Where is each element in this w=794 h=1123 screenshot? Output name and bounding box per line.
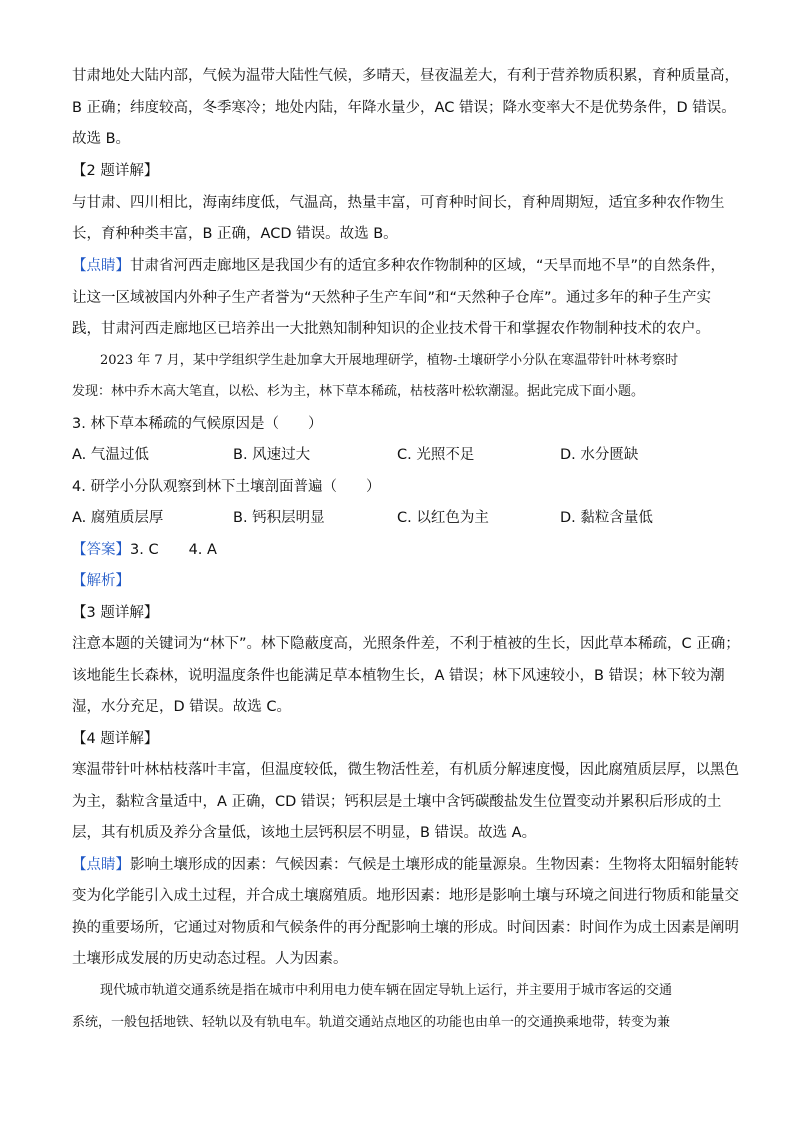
tip2-line-1 (72, 855, 739, 875)
analysis-tag: 【解析】 (72, 573, 130, 589)
q3-option-c: C. 光照不足 (397, 447, 475, 463)
q1-explain-line-1: 甘肃地处大陆内部，气候为温带大陆性气候，多晴天，昼夜温差大，有利于营养物质积累，育种质量高， (72, 68, 739, 84)
q4-option-d: D. 黏粒含量低 (560, 510, 653, 526)
tip-tag: 【点睛】 (72, 258, 130, 274)
q4-option-b: B. 钙积层明显 (233, 510, 325, 526)
q4-detail-line-1: 寒温带针叶林枯枝落叶丰富，但温度较低，微生物活性差，有机质分解速度慢，因此腐殖质层厚，以黑色 (72, 762, 739, 778)
tip1-line-2: 让这一区域被国内外种子生产者誉为“天然种子生产车间”和“天然种子仓库”。通过多年的种子生产实 (72, 290, 712, 306)
material2-line-2: 系统，一般包括地铁、轻轨以及有轨电车。轨道交通站点地区的功能也由单一的交通换乘地带，转变为兼 (72, 1015, 671, 1030)
q3-detail-heading: 【3 题详解】 (72, 605, 159, 621)
tip2-line-2: 变为化学能引入成土过程，并合成土壤腐殖质。地形因素：地形是影响土壤与环境之间进行物质和能量交 (72, 888, 739, 904)
q4-option-c: C. 以红色为主 (397, 510, 489, 526)
tip1-line-1 (72, 256, 725, 276)
tip2-line-3: 换的重要场所，它通过对物质和气候条件的再分配影响土壤的形成。时间因素：时间作为成土因素是阐明 (72, 920, 739, 936)
q4-detail-line-2: 为主，黏粒含量适中，A 正确，CD 错误；钙积层是土壤中含钙碳酸盐发生位置变动并累积后形成的土 (72, 794, 722, 810)
q2-heading: 【2 题详解】 (72, 163, 159, 179)
q4-stem: 4. 研学小分队观察到林下土壤剖面普遍（ ） (72, 479, 381, 495)
q2-detail-line-1: 与甘肃、四川相比，海南纬度低，气温高，热量丰富，可育种时间长，育种周期短，适宜多种农作物生 (72, 195, 725, 211)
q1-explain-line-2: B 正确；纬度较高，冬季寒冷；地处内陆，年降水量少，AC 错误；降水变率大不是优势条件，D 错误。 (72, 100, 736, 116)
answer-3: 3. C (130, 542, 159, 558)
tip2-line-4: 土壤形成发展的历史动态过程。人为因素。 (72, 951, 348, 967)
tip1-text: 甘肃省河西走廊地区是我国少有的适宜多种农作物制种的区域，“天旱而地不旱”的自然条件， (130, 258, 726, 274)
material-line-2: 发现：林中乔木高大笔直，以松、杉为主，林下草本稀疏，枯枝落叶松软潮湿。据此完成下面小题。 (72, 384, 645, 399)
q3-detail-line-3: 湿，水分充足，D 错误。故选 C。 (72, 699, 292, 715)
tip2-text: 影响土壤形成的因素：气候因素：气候是土壤形成的能量源泉。生物因素：生物将太阳辐射能转 (130, 857, 739, 873)
tip-tag: 【点睛】 (72, 857, 130, 873)
tip1-line-3: 践，甘肃河西走廊地区已培养出一大批熟知制种知识的企业技术骨干和掌握农作物制种技术的农户。 (72, 321, 710, 337)
answer-4: 4. A (188, 542, 217, 558)
q4-detail-line-3: 层，其有机质及养分含量低，该地土层钙积层不明显，B 错误。故选 A。 (72, 825, 537, 841)
q2-detail-line-2: 长，育种种类丰富，B 正确，ACD 错误。故选 B。 (72, 226, 398, 242)
answer-line (72, 540, 217, 560)
q3-option-a: A. 气温过低 (72, 447, 149, 463)
material-line-1: 2023 年 7 月，某中学组织学生赴加拿大开展地理研学，植物-土壤研学小分队在寒温带针叶林考察时 (100, 353, 679, 368)
q1-explain-line-3: 故选 B。 (72, 131, 131, 147)
q3-option-d: D. 水分匮缺 (560, 447, 639, 463)
q4-detail-heading: 【4 题详解】 (72, 731, 159, 747)
answer-tag: 【答案】 (72, 542, 130, 558)
q3-option-b: B. 风速过大 (233, 447, 311, 463)
q3-stem: 3. 林下草本稀疏的气候原因是（ ） (72, 416, 323, 432)
q3-detail-line-1: 注意本题的关键词为“林下”。林下隐蔽度高，光照条件差，不利于植被的生长，因此草本稀疏，C 正确； (72, 636, 740, 652)
q4-option-a: A. 腐殖质层厚 (72, 510, 164, 526)
q3-detail-line-2: 该地能生长森林，说明温度条件也能满足草本植物生长，A 错误；林下风速较小，B 错误；林下较为潮 (72, 668, 725, 684)
material2-line-1: 现代城市轨道交通系统是指在城市中利用电力使车辆在固定导轨上运行，并主要用于城市客运的交通 (100, 983, 673, 998)
